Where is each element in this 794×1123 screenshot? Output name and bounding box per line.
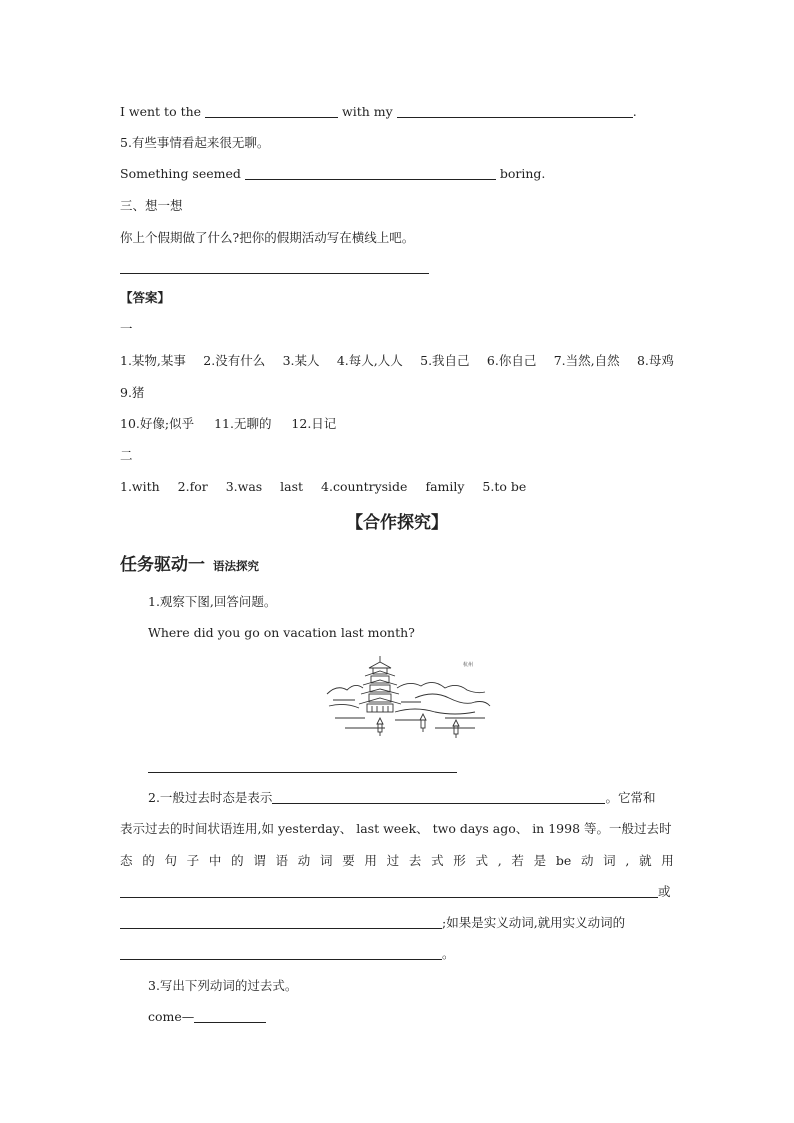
q2-text-period: 。 bbox=[442, 946, 455, 961]
q3-label: 3.写出下列动词的过去式。 bbox=[148, 978, 298, 993]
q2-line3-char: 句 bbox=[164, 853, 177, 868]
section3-answer-line[interactable] bbox=[120, 273, 429, 274]
q2-blank-be-verb-2[interactable] bbox=[120, 928, 442, 929]
exercise-q5-sentence bbox=[120, 166, 545, 182]
answer-item: 3.某人 bbox=[282, 353, 320, 368]
q1-answer-line[interactable] bbox=[148, 772, 457, 773]
answer-item: 1.某物,某事 bbox=[120, 353, 186, 368]
answer-item: 6.你自己 bbox=[486, 353, 537, 368]
task-subtitle: 语法探究 bbox=[213, 559, 259, 573]
q2-line3-char: , bbox=[625, 853, 630, 868]
q2-line4 bbox=[120, 884, 671, 900]
q1-question: Where did you go on vacation last month? bbox=[148, 625, 415, 640]
answers-part1-line2: 9.猪 bbox=[120, 385, 145, 400]
q2-line3-char: 式 bbox=[475, 853, 489, 868]
mountain-left bbox=[327, 685, 363, 694]
answer-item: 12.日记 bbox=[291, 416, 337, 431]
answer-item: 5.我自己 bbox=[420, 353, 470, 368]
q2-line3-char: 态 bbox=[120, 853, 133, 868]
q2-line3-char: 中 bbox=[208, 853, 222, 868]
q5-text-start: Something seemed bbox=[120, 166, 241, 181]
q2-line3-char: 语 bbox=[275, 853, 289, 868]
q5-blank[interactable] bbox=[245, 179, 496, 180]
q2-line3-char: 要 bbox=[342, 853, 355, 868]
section3-title: 三、想一想 bbox=[120, 198, 183, 213]
cooperation-section-title: 【合作探究】 bbox=[346, 513, 448, 533]
answer-item: 2.for bbox=[177, 479, 208, 494]
q2-line3-char: 去 bbox=[408, 853, 422, 868]
answer-item: 8.母鸡 bbox=[636, 353, 674, 368]
q2-line3-char: be bbox=[555, 853, 572, 868]
hangzhou-pagoda-illustration bbox=[325, 654, 495, 744]
answer-item: 7.当然,自然 bbox=[553, 353, 620, 368]
q2-line3-char: 用 bbox=[364, 853, 377, 868]
answer-item: 11.无聊的 bbox=[214, 416, 272, 431]
q4-text-end: . bbox=[632, 104, 637, 119]
q2-line6 bbox=[120, 946, 455, 962]
q1-label: 1.观察下图,回答问题。 bbox=[148, 594, 277, 609]
q2-line1 bbox=[148, 790, 655, 806]
q2-blank-be-verb-1[interactable] bbox=[120, 897, 658, 898]
q2-text-after-blank: 。它常和 bbox=[605, 790, 656, 805]
answers-part1-label: 一 bbox=[120, 321, 133, 336]
q2-line3-char: 的 bbox=[231, 853, 244, 868]
exercise-q4-sentence bbox=[120, 104, 637, 120]
q4-text-middle: with my bbox=[342, 104, 393, 119]
mountain-right bbox=[397, 682, 485, 692]
q2-line5 bbox=[120, 915, 625, 931]
q2-line3-char: 词 bbox=[603, 853, 616, 868]
q4-blank-companion[interactable] bbox=[397, 117, 633, 118]
section3-prompt: 你上个假期做了什么?把你的假期活动写在横线上吧。 bbox=[120, 230, 415, 245]
answers-part1-line3 bbox=[120, 416, 336, 432]
q2-text-start: 2.一般过去时态是表示 bbox=[148, 790, 273, 805]
q2-text-or: 或 bbox=[658, 884, 671, 899]
q3-blank-come[interactable] bbox=[194, 1022, 266, 1023]
answer-item: 1.with bbox=[120, 479, 160, 494]
q2-line3-char: 子 bbox=[186, 853, 200, 868]
q2-line3-char: 的 bbox=[142, 853, 155, 868]
answer-item: 5.to be bbox=[482, 479, 527, 494]
q2-line3-char: 动 bbox=[297, 853, 311, 868]
answer-item: 2.没有什么 bbox=[203, 353, 266, 368]
q2-line3-char: 谓 bbox=[253, 853, 266, 868]
answers-part2-line bbox=[120, 479, 526, 495]
q3-item-text: come— bbox=[148, 1009, 195, 1024]
q2-line3-char: 动 bbox=[580, 853, 594, 868]
answer-item: 3.was bbox=[225, 479, 263, 494]
q2-blank-verb-form[interactable] bbox=[120, 959, 442, 960]
q2-line2: 表示过去的时间状语连用,如 yesterday、 last week、 two days ago、 in 1998 等。一般过去时 bbox=[120, 821, 672, 836]
q2-blank-definition[interactable] bbox=[272, 803, 605, 804]
q2-text-line5-end: ;如果是实义动词,就用实义动词的 bbox=[442, 915, 626, 930]
answer-item: family bbox=[425, 479, 465, 494]
answers-label: 【答案】 bbox=[120, 290, 171, 305]
q2-line3-char: 词 bbox=[319, 853, 333, 868]
q2-line3-char: 形 bbox=[453, 853, 466, 868]
task-heading bbox=[120, 554, 259, 577]
answers-part2-label: 二 bbox=[120, 448, 133, 463]
q2-line3-char: 若 bbox=[511, 853, 524, 868]
image-caption: 杭州 bbox=[463, 662, 474, 668]
answer-item: 4.countryside bbox=[321, 479, 408, 494]
pagoda-roof-1 bbox=[369, 662, 391, 668]
q4-text-start: I went to the bbox=[120, 104, 202, 119]
answers-part1-line1 bbox=[120, 353, 674, 369]
q2-line3-char: 是 bbox=[533, 853, 547, 868]
q2-line3-char: 用 bbox=[661, 853, 674, 868]
answer-item: 10.好像;似乎 bbox=[120, 416, 195, 431]
answer-item: last bbox=[280, 479, 304, 494]
q4-blank-place[interactable] bbox=[205, 117, 338, 118]
q2-line3-char: 过 bbox=[386, 853, 400, 868]
q2-line3-char: 就 bbox=[639, 853, 652, 868]
q2-line3-char: , bbox=[497, 853, 502, 868]
q2-line3 bbox=[120, 853, 674, 869]
task-title: 任务驱动一 bbox=[120, 555, 205, 575]
q2-line3-char: 式 bbox=[431, 853, 444, 868]
answer-item: 4.每人,人人 bbox=[336, 353, 403, 368]
q3-item-come bbox=[148, 1009, 266, 1025]
q5-text-end: boring. bbox=[499, 166, 546, 181]
q5-chinese-prompt: 5.有些事情看起来很无聊。 bbox=[120, 135, 270, 150]
